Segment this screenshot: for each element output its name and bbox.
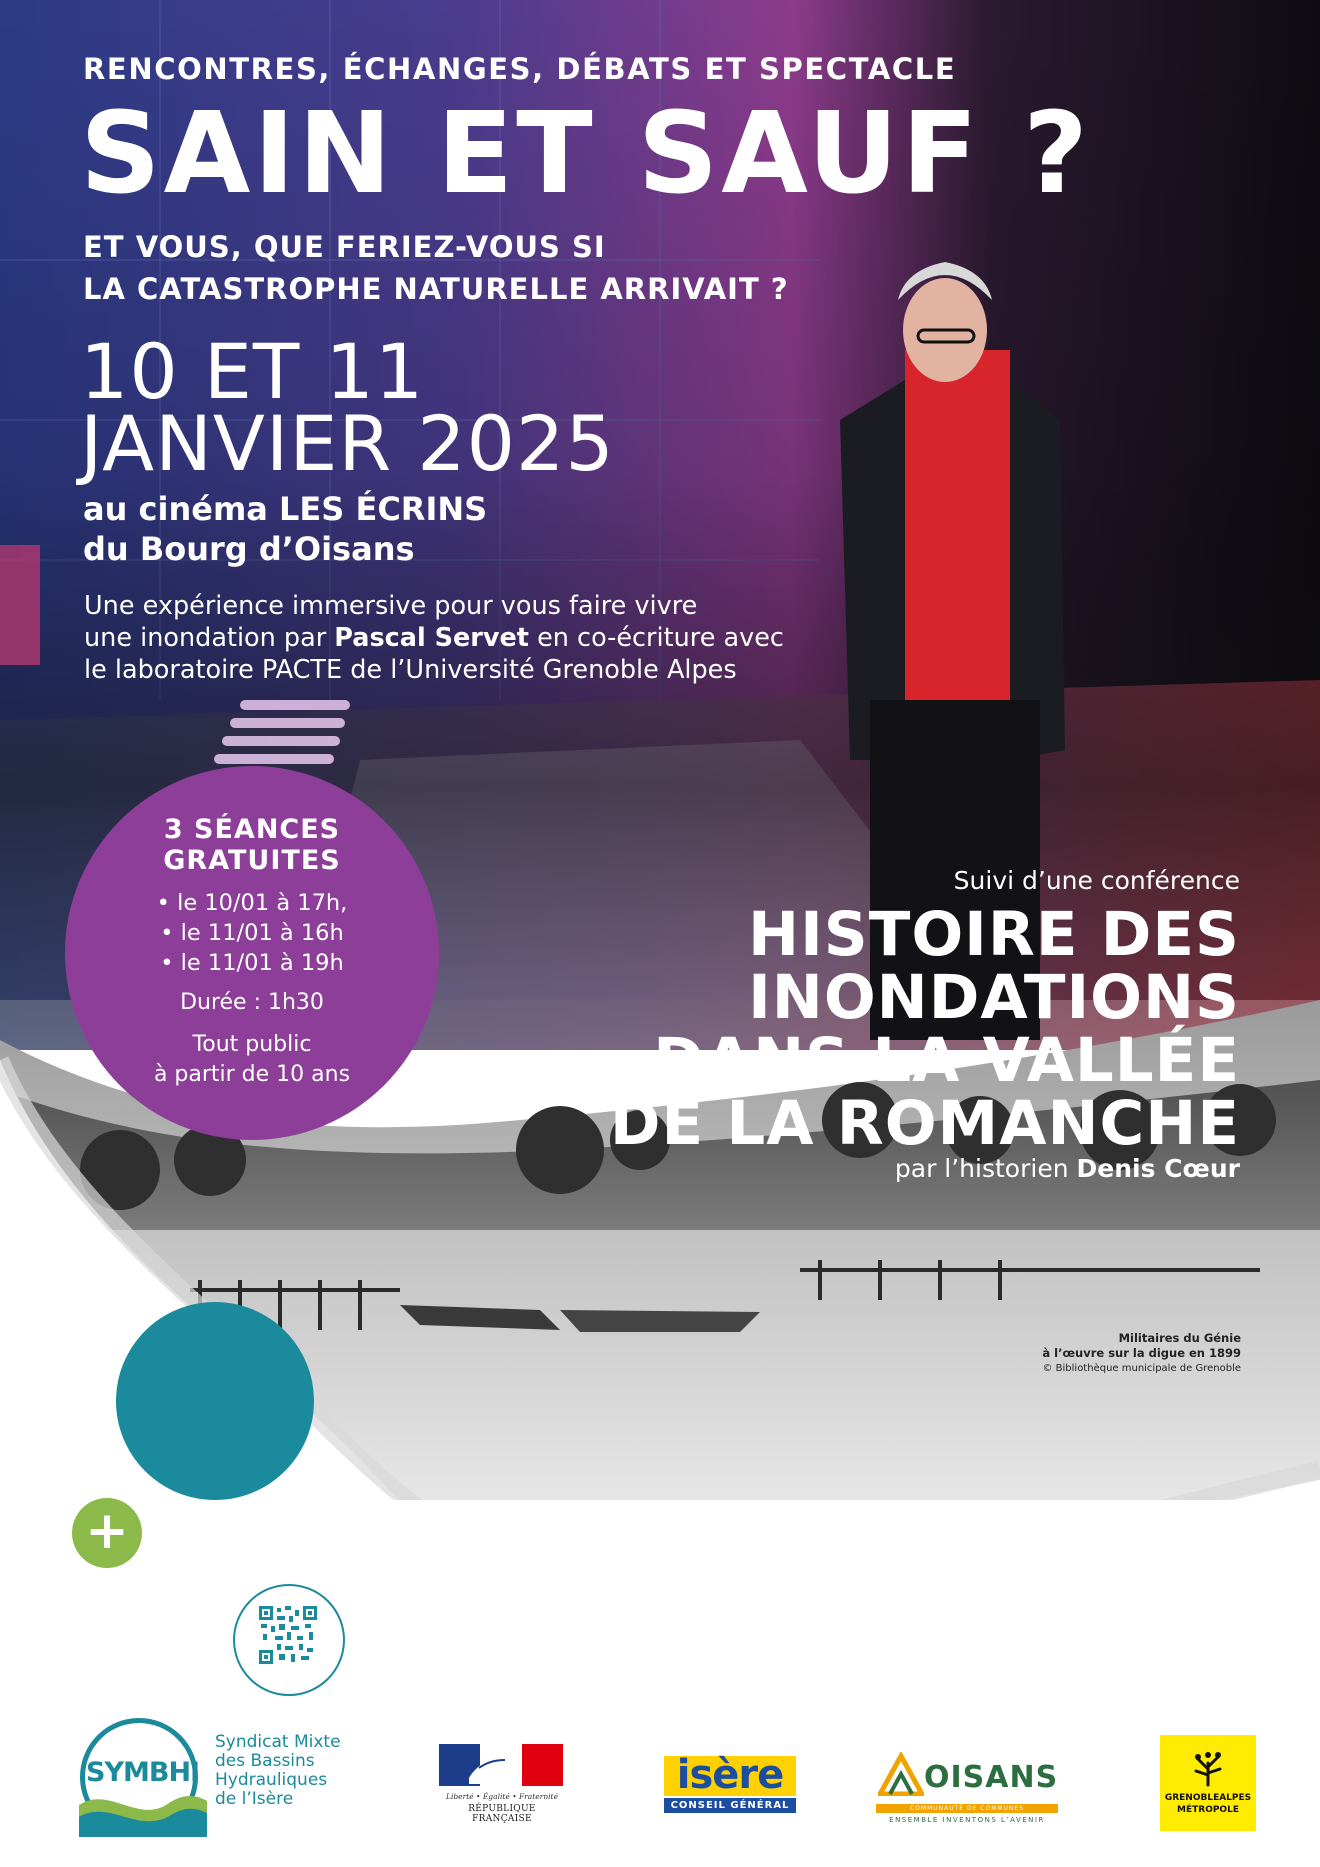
symbhi-name-line: Syndicat Mixte: [215, 1732, 341, 1752]
description-text: en co-écriture avec: [528, 623, 784, 653]
session-audience: [65, 1030, 439, 1090]
sessions-heading: [65, 814, 439, 876]
session-list: [65, 888, 439, 978]
isere-wordmark: isère: [664, 1756, 796, 1796]
conference-title-line: DANS LA VALLÉE: [653, 1025, 1240, 1096]
symbhi-name-line: des Bassins: [215, 1751, 315, 1771]
mountain-icon: [878, 1752, 924, 1796]
rf-motto: Liberté • Égalité • Fraternité: [445, 1792, 559, 1801]
oisans-wordmark: OISANS: [924, 1760, 1059, 1795]
caption-line: à l’œuvre sur la digue en 1899: [1042, 1346, 1241, 1360]
poster-question: [83, 226, 789, 310]
description-line: le laboratoire PACTE de l’Université Grenoble Alpes: [84, 655, 737, 685]
session-item: • le 11/01 à 16h: [160, 920, 344, 946]
session-duration: Durée : 1h30: [180, 990, 324, 1015]
photo-credit: © Bibliothèque municipale de Grenoble: [1042, 1363, 1241, 1374]
grenoble-alpes-metropole-logo: [1160, 1735, 1256, 1831]
symbhi-full-name: [215, 1733, 341, 1809]
speaker-prefix: par l’historien: [894, 1154, 1077, 1183]
venue-line: du Bourg d’Oisans: [83, 530, 415, 568]
oisans-bar-text: COMMUNAUTÉ DE COMMUNES: [876, 1804, 1058, 1813]
oisans-logo: [876, 1744, 1062, 1824]
gam-line: MÉTROPOLE: [1177, 1805, 1239, 1815]
session-item: • le 11/01 à 19h: [160, 950, 344, 976]
event-venue: [83, 489, 487, 569]
event-date: [80, 327, 615, 488]
question-line: ET VOUS, QUE FERIEZ-VOUS SI: [83, 230, 606, 264]
description-line: [84, 622, 784, 654]
session-item: • le 10/01 à 17h,: [156, 890, 348, 916]
question-line: LA CATASTROPHE NATURELLE ARRIVAIT ?: [83, 272, 789, 306]
isere-subtitle: CONSEIL GÉNÉRAL: [664, 1798, 796, 1813]
symbhi-name-line: Hydrauliques: [215, 1770, 328, 1790]
photo-caption: [1042, 1331, 1241, 1376]
qr-code-icon[interactable]: [259, 1606, 317, 1664]
conference-title-line: DE LA ROMANCHE: [609, 1088, 1240, 1159]
venue-line: au cinéma LES ÉCRINS: [83, 490, 488, 528]
conference-intro: Suivi d’une conférence: [953, 866, 1240, 895]
date-line: 10 ET 11: [80, 327, 425, 416]
conference-speaker: [895, 1154, 1240, 1183]
audience-line: Tout public: [192, 1032, 312, 1057]
oisans-tagline: ENSEMBLE INVENTONS L’AVENIR: [889, 1816, 1045, 1824]
info-label: D’INFOS SUR: [151, 1526, 272, 1544]
audience-line: à partir de 10 ans: [153, 1062, 351, 1087]
conference-title: [609, 899, 1240, 1159]
website-link[interactable]: symbhi.fr: [151, 1549, 302, 1582]
caption-line: Militaires du Génie: [1118, 1331, 1241, 1345]
stylized-tree-icon: [1190, 1749, 1226, 1787]
isere-logo: [664, 1752, 796, 1814]
date-line: JANVIER 2025: [80, 399, 615, 488]
description-line: Une expérience immersive pour vous faire vivre: [84, 591, 698, 621]
event-description: [84, 590, 784, 686]
sessions-badge: [65, 766, 439, 1140]
speaker-name: Denis Cœur: [1076, 1154, 1240, 1183]
plus-icon: +: [72, 1498, 142, 1568]
poster-title: SAIN ET SAUF ?: [80, 89, 1091, 219]
description-text: une inondation par: [84, 623, 335, 653]
sessions-heading-line: GRATUITES: [163, 845, 341, 876]
symbhi-name-line: de l’Isère: [215, 1789, 294, 1809]
gam-line: GRENOBLEALPES: [1164, 1793, 1252, 1803]
conference-title-line: INONDATIONS: [748, 962, 1240, 1033]
symbhi-wordmark: SYMBHI: [86, 1757, 200, 1788]
rf-name: RÉPUBLIQUE FRANÇAISE: [468, 1804, 536, 1824]
conference-title-line: HISTOIRE DES: [748, 899, 1240, 970]
marianne-flag-icon: [439, 1744, 563, 1786]
director-name: Pascal Servet: [334, 623, 529, 653]
wave-icon: [79, 1785, 207, 1837]
poster-kicker: RENCONTRES, ÉCHANGES, DÉBATS ET SPECTACLE: [83, 52, 957, 86]
sessions-heading-line: 3 SÉANCES: [163, 814, 341, 845]
info-bubble: [116, 1302, 314, 1500]
